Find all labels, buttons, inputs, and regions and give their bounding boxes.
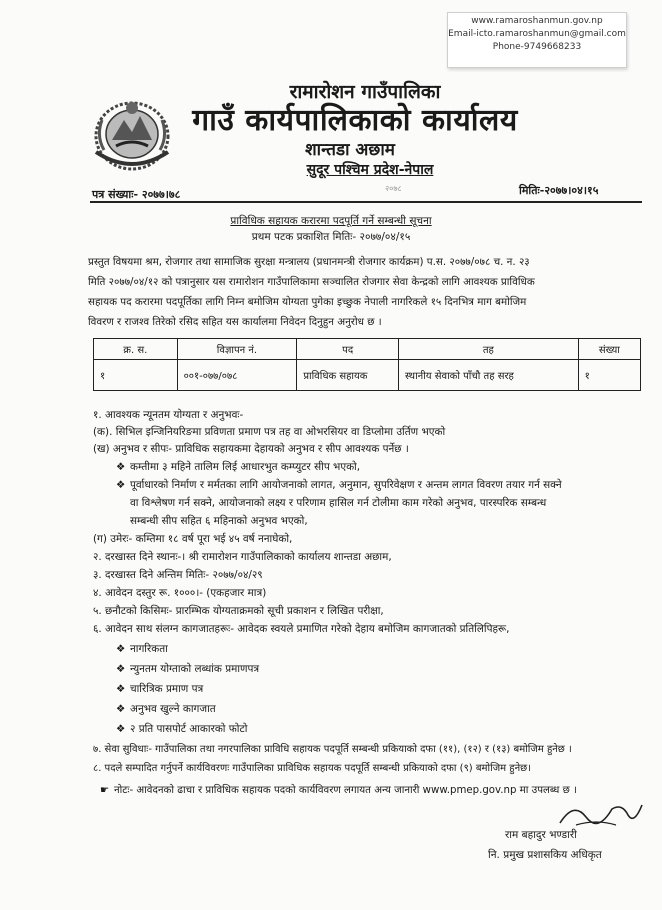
req-selection: ५. छनौटको किसिमः- प्रारम्भिक योग्यताक्रमको सूची प्रकाशन र लिखित परीक्षा, (93, 605, 384, 617)
list-item (116, 700, 216, 718)
footnote (100, 782, 577, 800)
bullet-icon: ❖ (116, 461, 126, 473)
province-name: सुदूर पश्चिम प्रदेश-नेपाल (306, 162, 434, 178)
letter-date: मितिः-२०७७।०४।१५ (519, 184, 599, 197)
municipality-name: रामारोशन गाउँपालिका (289, 81, 441, 103)
signatory-name: राम बहादुर भण्डारी (505, 829, 577, 841)
list-item (116, 640, 168, 658)
list-item (116, 458, 360, 476)
pointing-hand-icon: ☛ (100, 785, 110, 796)
header-divider (90, 201, 642, 203)
bullet-icon: ❖ (116, 479, 126, 491)
bullet-icon: ❖ (116, 723, 126, 735)
signature-scribble (556, 795, 646, 831)
signatory-designation: नि. प्रमुख प्रशासकिय अधिकृत (488, 849, 602, 861)
intro-line: प्रस्तुत विषयमा श्रम, रोजगार तथा सामाजिक सुरक्षा मन्त्रालय (प्रधानमन्त्री रोजगार कार्यक्रम) प.स. २०७७/०७८ च. न. २३ (88, 256, 530, 268)
req-duties: ८. पदले सम्पादित गर्नुपर्ने कार्यविवरणः गाउँपालिका प्राविधिक सहायक पदपूर्ति सम्बन्धी प्रकियाको दफा (९) बमोजिम हुनेछ। (93, 763, 531, 774)
list-item-text: नागरिकता (130, 643, 168, 655)
col-count: संख्या (578, 339, 640, 360)
table-row (94, 360, 641, 391)
email-text: Email-icto.ramaroshanmun@gmail.com (448, 29, 626, 39)
req-fee: ४. आवेदन दस्तुर रू. १०००।- (एकहजार मात्र) (93, 587, 267, 599)
req-benefits: ७. सेवा सुविधाः- गाउँपालिका तथा नगरपालिका प्राविधि सहायक पदपूर्ति सम्बन्धी प्रकियाको दफा (११), (१२) र (१३) बमोजिम हुनेछ । (93, 744, 572, 755)
col-serial: क्र. स. (94, 339, 178, 360)
contact-box (447, 12, 627, 68)
cell-count: १ (578, 360, 640, 391)
col-level: तह (398, 339, 578, 360)
col-ad-number: विज्ञापन नं. (177, 339, 297, 360)
list-item-text: पूर्वाधारको निर्माण र मर्मतका लागि आयोजनाको लागत, अनुमान, सुपरिवेक्षण र अन्तम लागत विवरण तयार गर्न सक्ने (130, 479, 562, 491)
first-published-date: प्रथम पटक प्रकाशित मितिः- २०७७/०४/१५ (251, 231, 411, 243)
cell-post: प्राविधिक सहायक (297, 360, 399, 391)
list-item (116, 720, 247, 738)
req-place: २. दरखास्त दिने स्थानः-। श्री रामारोशन गाउँपालिकाको कार्यालय शान्तडा अछाम, (93, 551, 392, 563)
nepal-emblem-icon (86, 90, 178, 176)
footnote-text: नोटः- आवेदनको ढाचा र प्राविधिक सहायक पदको कार्यविवरण लगायत अन्य जानारी www.pmep.gov.np मा उपलब्ध छ । (114, 785, 577, 796)
office-location: शान्तडा अछाम (305, 140, 395, 160)
req-heading: १. आवश्यक न्यूनतम योग्यता र अनुभवः- (93, 409, 244, 421)
stamp-fragment: २०७८ (385, 184, 402, 193)
bullet-icon: ❖ (116, 663, 126, 675)
req-age: (ग) उमेरः- कम्तिमा १८ वर्ष पूरा भई ४५ वर्ष ननाघेको, (93, 533, 293, 545)
list-item-text: कम्तीमा ३ महिने तालिम लिई आधारभुत कम्प्युटर सीप भएको, (130, 461, 361, 473)
office-title: गाउँ कार्यपालिकाको कार्यालय (192, 103, 518, 138)
list-item-text: चारित्रिक प्रमाण पत्र (130, 683, 204, 695)
table-header-row (94, 339, 641, 360)
list-item-text: २ प्रति पासपोर्ट आकारको फोटो (130, 723, 248, 735)
req-deadline: ३. दरखास्त दिने अन्तिम मितिः- २०७७/०४/२९ (93, 569, 263, 581)
phone-text: Phone-9749668233 (492, 42, 582, 52)
cell-ad-number: ००१-०७७/०७८ (177, 360, 297, 391)
cell-level: स्थानीय सेवाको पाँचौ तह सरह (398, 360, 578, 391)
cell-serial: १ (94, 360, 178, 391)
list-item (116, 476, 562, 494)
vacancy-table (93, 338, 641, 391)
intro-line: मिति २०७७/०४/१२ को पत्रानुसार यस रामारोशन गाउँपालिकामा सञ्चालित रोजगार सेवा केन्द्रको लागि आवश्यक प्राविधिक (88, 276, 535, 288)
req-documents: ६. आवेदन साथ संलग्न कागजातहरूः- आवेदक स्वयले प्रमाणित गरेको देहाय बमोजिम कागजातको प्रतिलिपिहरू, (93, 623, 510, 635)
website-text: www.ramaroshanmun.gov.np (471, 16, 603, 26)
req-experience: (ख) अनुभव र सीपः- प्राविधिक सहायकमा देहायको अनुभव र सीप आवश्यक पर्नेछ । (93, 443, 409, 455)
reference-number: पत्र संख्याः- २०७७।७८ (92, 188, 181, 201)
intro-line: विवरण र राजश्व तिरेको रसिद सहित यस कार्यालमा निवेदन दिनुहुन अनुरोध छ । (88, 316, 382, 328)
list-item-continued: वा विश्लेषण गर्न सक्ने, आयोजनाको लक्ष्य र परिणाम हासिल गर्न टोलीमा काम गरेको अनुभव, पारस्परिक सम्बन्ध (130, 497, 547, 509)
list-item (116, 660, 259, 678)
list-item-text: न्युनतम योग्ताको लब्धांक प्रमाणपत्र (130, 663, 260, 675)
intro-paragraph (88, 252, 640, 332)
bullet-icon: ❖ (116, 683, 126, 695)
list-item (116, 680, 203, 698)
bullet-icon: ❖ (116, 643, 126, 655)
bullet-icon: ❖ (116, 703, 126, 715)
list-item-continued: सम्बन्धी सीप सहित ६ महिनाको अनुभव भएको, (130, 515, 308, 527)
notice-title: प्राविधिक सहायक करारमा पदपूर्ति गर्ने सम्बन्धी सूचना (230, 215, 432, 227)
intro-line: सहायक पद करारमा पदपूर्तिका लागि निम्न बमोजिम योग्यता पुगेका इच्छुक नेपाली नागरिकले १५ दिनभित्र माग बमोजिम (88, 296, 527, 308)
list-item-text: अनुभव खुल्ने कागजात (130, 703, 216, 715)
req-qualification: (क). सिभिल इन्जिनियरिङमा प्रविणता प्रमाण पत्र तह वा ओभरसियर वा डिप्लोमा उर्तिण भएको (93, 426, 446, 438)
col-post: पद (297, 339, 399, 360)
